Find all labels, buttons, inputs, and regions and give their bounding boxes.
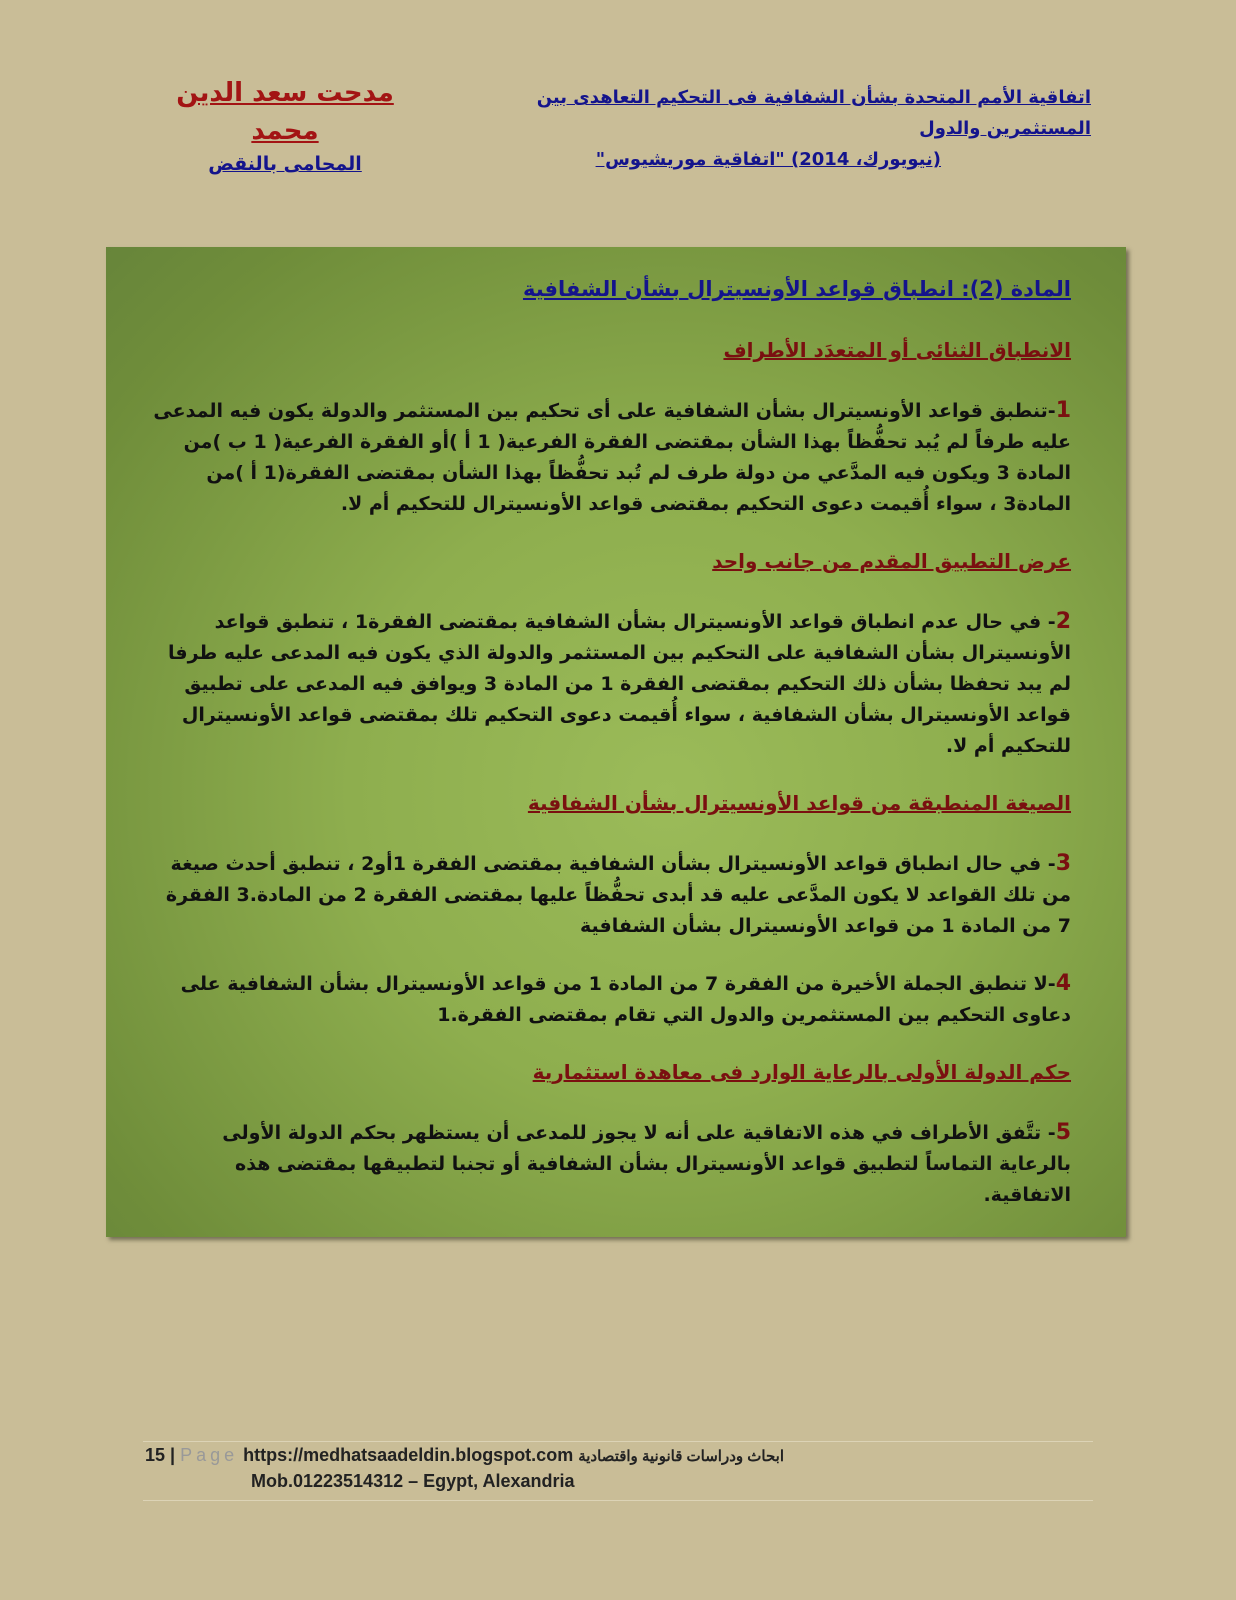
article-panel bbox=[106, 247, 1126, 1237]
article-paragraph: 3- في حال انطباق قواعد الأونسيترال بشأن الشفافية بمقتضى الفقرة 1أو2 ، تنطبق أحدث صيغة من تلك القواعد لا يكون المدَّعى عليه قد أبدى تحفُّظاً عليها بمقتضى الفقرة 2 من المادة.3 الفقرة 7 من المادة 1 من قواعد الأونسيترال بشأن الشفافية bbox=[165, 851, 1071, 937]
author-name: مدحت سعد الدين محمد bbox=[176, 78, 394, 146]
section-heading: عرض التطبيق المقدم من جانب واحد bbox=[712, 549, 1071, 573]
article-heading: المادة (2): انطباق قواعد الأونسيترال بشأن الشفافية bbox=[522, 277, 1071, 301]
section-heading: الصيغة المنطبقة من قواعد الأونسيترال بشأن الشفافية bbox=[527, 791, 1071, 815]
article-paragraph: 4-لا تنطبق الجملة الأخيرة من الفقرة 7 من المادة 1 من قواعد الأونسيترال بشأن الشفافية على دعاوى التحكيم بين المستثمرين والدول التي تقام بمقتضى الفقرة.1 bbox=[180, 971, 1071, 1026]
author-title: المحامى بالنقض bbox=[208, 153, 362, 175]
document-title bbox=[451, 82, 1091, 175]
section-heading: الانطباق الثنائى أو المتعدَد الأطراف bbox=[723, 338, 1071, 362]
article-paragraph: 2- في حال عدم انطباق قواعد الأونسيترال بشأن الشفافية بمقتضى الفقرة1 ، تنطبق قواعد الأونسيترال بشأن الشفافية على التحكيم بين المستثمر والدولة الذي يكون فيه المدعى عليه طرفا لم يبد تحفظا بشأن ذلك التحكيم بمقتضى الفقرة 1 من المادة 3 ويوافق فيه المدعى على تطبيق قواعد الأونسيترال بشأن الشفافية ، سواء أُقيمت دعوى التحكيم تلك بمقتضى قواعد الأونسيترال للتحكيم أم لا. bbox=[168, 609, 1071, 757]
document-title-line1: اتفاقية الأمم المتحدة بشأن الشفافية فى التحكيم التعاهدى بين المستثمرين والدول bbox=[536, 87, 1091, 139]
footer-contact: Mob.01223514312 – Egypt, Alexandria bbox=[251, 1471, 575, 1491]
section-heading: حكم الدولة الأولى بالرعاية الوارد فى معاهدة استثمارية bbox=[532, 1060, 1071, 1084]
document-title-line2: (نيويورك، 2014) "اتفاقية موريشيوس" bbox=[595, 149, 941, 170]
article-paragraph: 1-تنطبق قواعد الأونسيترال بشأن الشفافية على أى تحكيم بين المستثمر والدولة يكون فيه المدعى عليه طرفاً لم يُبد تحفُّظاً بهذا الشأن بمقتضى الفقرة الفرعية( 1 أ )أو الفقرة الفرعية( 1 ب )من المادة 3 ويكون فيه المدَّعي من دولة طرف لم تُبد تحفُّظاً بهذا الشأن بمقتضى الفقرة(1 أ )من المادة3 ، سواء أُقيمت دعوى التحكيم بمقتضى قواعد الأونسيترال للتحكيم أم لا. bbox=[153, 398, 1071, 515]
footer-line bbox=[145, 1445, 784, 1466]
article-content bbox=[151, 273, 1071, 1237]
footer-separator: | bbox=[170, 1445, 176, 1465]
article-paragraph: 5- تتَّفق الأطراف في هذه الاتفاقية على أنه لا يجوز للمدعى أن يستظهر بحكم الدولة الأولى بالرعاية التماساً لتطبيق قواعد الأونسيترال بشأن الشفافية أو تجنبا لتطبيقها بمقتضى هذه الاتفاقية. bbox=[222, 1120, 1071, 1206]
page-footer bbox=[143, 1441, 1093, 1501]
page-word: Page bbox=[180, 1445, 239, 1465]
page-number: 15 bbox=[145, 1445, 166, 1465]
author-block bbox=[145, 74, 425, 178]
blog-title: ابحاث ودراسات قانونية واقتصادية bbox=[578, 1448, 785, 1465]
blog-url-link[interactable]: https://medhatsaadeldin.blogspot.com bbox=[243, 1445, 574, 1465]
